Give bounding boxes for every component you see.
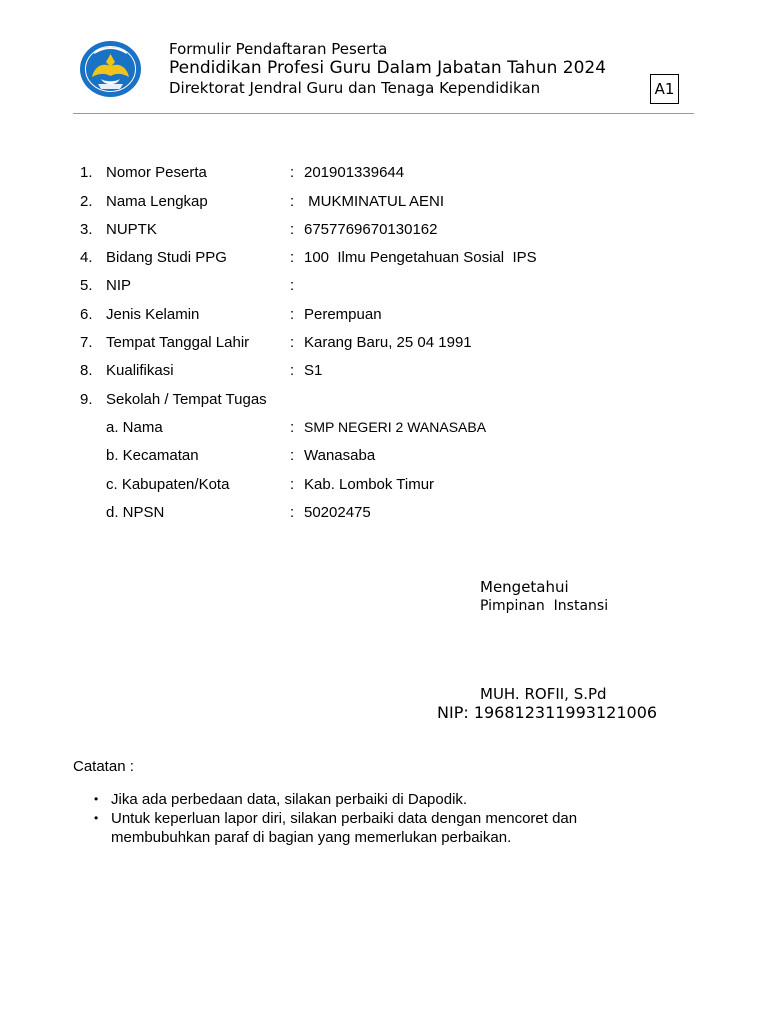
field-label: Tempat Tanggal Lahir [106, 334, 250, 351]
field-number: 9. [80, 391, 93, 408]
field-colon: : [290, 164, 295, 181]
notes-title: Catatan : [73, 758, 134, 775]
school-value: 50202475 [304, 504, 371, 521]
field-colon: : [290, 362, 295, 379]
school-label: b. Kecamatan [106, 447, 199, 464]
field-label: Bidang Studi PPG [106, 249, 227, 266]
field-label: NUPTK [106, 221, 157, 238]
school-label: d. NPSN [106, 504, 165, 521]
field-number: 8. [80, 362, 93, 379]
school-value: Kab. Lombok Timur [304, 476, 435, 493]
field-colon: : [290, 476, 295, 493]
signature-acknowledge: Mengetahui [480, 578, 569, 596]
field-colon: : [290, 334, 295, 351]
field-label: Kualifikasi [106, 362, 174, 379]
school-value: Wanasaba [304, 447, 376, 464]
field-value: S1 [304, 362, 323, 379]
field-number: 2. [80, 193, 93, 210]
signature-name: MUH. ROFII, S.Pd [480, 685, 607, 703]
field-label: Nama Lengkap [106, 193, 208, 210]
field-colon: : [290, 193, 295, 210]
header-divider [73, 113, 694, 114]
tut-wuri-handayani-logo [79, 40, 142, 98]
field-value: MUKMINATUL AENI [304, 193, 445, 210]
field-label: Sekolah / Tempat Tugas [106, 391, 267, 408]
form-code-badge: A1 [650, 74, 679, 104]
field-colon: : [290, 277, 295, 294]
field-colon: : [290, 447, 295, 464]
school-value: SMP NEGERI 2 WANASABA [304, 419, 487, 435]
field-number: 1. [80, 164, 93, 181]
notes-list [92, 790, 652, 847]
field-number: 7. [80, 334, 93, 351]
field-value: Karang Baru, 25 04 1991 [304, 334, 472, 351]
field-label: Nomor Peserta [106, 164, 207, 181]
field-number: 3. [80, 221, 93, 238]
list-item: • Untuk keperluan lapor diri, silakan perbaiki data dengan mencoret dan membubuhkan paraf di bagian yang memerlukan perbaikan. [92, 809, 652, 847]
field-colon: : [290, 504, 295, 521]
field-colon: : [290, 249, 295, 266]
field-colon: : [290, 221, 295, 238]
field-number: 5. [80, 277, 93, 294]
field-colon: : [290, 306, 295, 323]
field-value: 201901339644 [304, 164, 405, 181]
field-label: Jenis Kelamin [106, 306, 200, 323]
school-label: a. Nama [106, 419, 163, 436]
field-value: 6757769670130162 [304, 221, 438, 238]
signature-nip: NIP: 196812311993121006 [437, 703, 658, 722]
field-value: Perempuan [304, 306, 382, 323]
field-label: NIP [106, 277, 132, 294]
list-item: • Jika ada perbedaan data, silakan perbaiki di Dapodik. [92, 790, 652, 809]
field-colon: : [290, 419, 295, 436]
form-title: Formulir Pendaftaran Peserta [169, 40, 388, 58]
signature-role: Pimpinan Instansi [480, 598, 609, 614]
school-label: c. Kabupaten/Kota [106, 476, 230, 493]
field-number: 6. [80, 306, 93, 323]
field-number: 4. [80, 249, 93, 266]
field-value: 100 Ilmu Pengetahuan Sosial IPS [304, 249, 537, 266]
directorate-name: Direktorat Jendral Guru dan Tenaga Kependidikan [169, 79, 541, 97]
program-title: Pendidikan Profesi Guru Dalam Jabatan Tahun 2024 [169, 58, 607, 78]
